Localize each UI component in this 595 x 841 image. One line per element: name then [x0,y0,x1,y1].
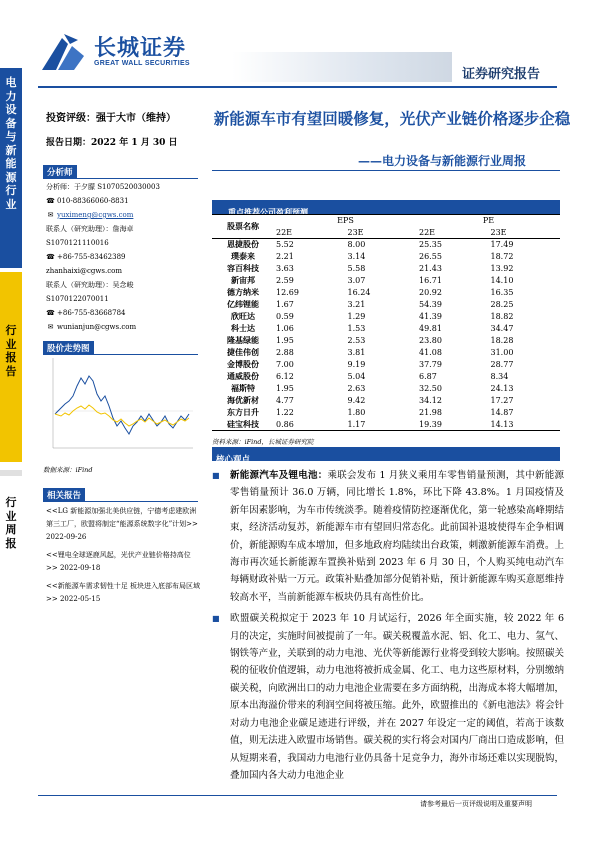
header-decoration [232,52,452,82]
value-cell: 1.06 [276,324,294,333]
price-trend-svg [43,356,200,456]
value-cell: 54.39 [419,300,442,309]
value-cell: 26.55 [419,252,442,261]
rating-label: 投资评级： [46,113,96,124]
value-cell: 37.79 [419,360,442,369]
email-link[interactable]: yuximeng@cgws.com [57,211,134,219]
stock-name-cell: 亿纬锂能 [227,299,259,309]
value-cell: 1.95 [276,384,294,393]
analyst-line [46,250,206,264]
periodic-strip-char: 行 [5,496,17,509]
analyst-text: wunianjun@cgws.com [57,323,137,331]
analyst-line [46,236,206,250]
footer-note: 请参考最后一页评级说明及重要声明 [420,800,532,808]
stock-name-cell: 恩捷股份 [227,239,259,250]
analyst-text: 分析师：于夕朦 S1070520030003 [46,183,160,191]
stock-name-cell: 硅宝科技 [212,419,274,431]
analyst-text: 联系人（研究助理）：詹海卓 [46,225,134,233]
value-cell: 20.92 [419,288,442,297]
doc-type-label: 证券研究报告 [462,67,541,82]
analyst-text: 联系人（研究助理）：吴念峻 [46,281,134,289]
value-cell: 5.58 [347,264,366,273]
value-cell: 2.63 [347,384,366,393]
report-subtitle: ——电力设备与新能源行业周报 [358,154,527,168]
analyst-divider [43,178,198,179]
phone-icon: ☎ [46,309,55,317]
value-cell: 1.29 [347,312,366,321]
value-cell: 21.43 [419,264,442,273]
analyst-info [46,180,206,334]
great-wall-logo-icon [38,30,88,74]
phone-icon: ☎ [46,253,55,261]
stock-name-cell: 容百科技 [227,263,259,273]
col-year: 23E [489,227,561,239]
table-row [212,371,560,383]
industry-strip [0,68,22,268]
value-cell: 2.88 [276,348,294,357]
industry-strip-char: 设 [5,103,17,116]
table-row [212,359,560,371]
analyst-line [46,292,206,306]
stock-name-cell: 欣旺达 [231,311,255,321]
trend-divider [43,354,198,355]
value-cell: 24.13 [490,384,514,393]
mail-icon: ✉ [47,323,54,331]
value-cell: 23.80 [419,336,442,345]
value-cell: 14.13 [489,419,561,431]
value-cell: 14.10 [490,276,514,285]
col-year: 22E [274,227,346,239]
analyst-text: +86-755-83462389 [57,253,126,261]
industry-strip-char: 业 [5,197,17,211]
col-year: 23E [346,227,418,239]
analyst-line [46,222,206,236]
price-trend-chart [43,356,200,456]
paragraph-lead: 新能源汽车及锂电池： [230,470,328,481]
table-row [212,275,560,287]
report-kind-strip-char: 告 [5,364,17,378]
value-cell: 0.59 [276,312,294,321]
stock-name-cell: 德方纳米 [227,287,259,297]
analyst-heading: 分析师 [43,165,77,179]
logo-en-text: GREAT WALL SECURITIES [94,60,190,67]
industry-strip-char: 源 [5,170,17,184]
related-report-link[interactable]: <<LG 新能源加强北美供应链，宁德考虑建欧洲第三工厂，欧盟将制定“能源系统数字化”计划>> 2022-09-26 [46,507,198,541]
col-year: 22E [417,227,489,239]
analyst-line [46,306,206,320]
table-row [212,419,560,431]
paragraph-text [230,467,564,606]
related-heading: 相关报告 [43,488,85,502]
value-cell: 49.81 [419,324,442,333]
value-cell: 14.87 [490,408,514,417]
value-cell: 5.52 [276,240,294,250]
stock-name-cell: 隆基绿能 [227,335,259,345]
analyst-line [46,180,206,194]
table-row [212,251,560,263]
stock-name-cell: 通威股份 [227,371,259,381]
industry-strip-char: 电 [5,76,17,89]
value-cell: 1.80 [347,408,366,417]
periodic-strip-char: 业 [5,509,17,523]
report-kind-strip [0,272,22,462]
value-cell: 34.47 [490,324,514,333]
value-cell: 7.00 [276,360,294,369]
analyst-line [46,264,206,278]
stock-name-cell: 福斯特 [231,383,255,393]
value-cell: 19.39 [417,419,489,431]
company-logo [38,30,208,85]
value-cell: 18.82 [490,312,514,321]
value-cell: 25.35 [419,240,442,250]
rating-value: 强于大市（维持） [96,113,176,124]
col-group-pe: PE [417,215,560,227]
stock-name-cell: 科士达 [231,323,255,333]
value-cell: 6.87 [419,372,437,381]
value-cell: 4.77 [276,396,294,405]
value-cell: 3.07 [347,276,366,285]
stock-name-cell: 金博股份 [227,359,259,369]
related-report-link[interactable]: <<新能源车需求韧性十足 板块进入底部布局区域>> 2022-05-15 [46,582,200,603]
footer-divider [38,795,557,796]
value-cell: 3.14 [347,252,366,261]
periodic-strip-char: 周 [5,523,17,536]
value-cell: 2.21 [276,252,294,261]
report-kind-strip-char: 行 [5,324,17,337]
value-cell: 18.28 [490,336,514,345]
table-row [212,335,560,347]
value-cell: 17.27 [490,396,514,405]
industry-strip-char: 新 [5,143,17,157]
value-cell: 41.39 [419,312,442,321]
table-row [212,263,560,275]
rating-line [46,109,176,124]
value-cell: 2.59 [276,276,294,285]
value-cell: 28.77 [490,360,514,369]
related-report-link[interactable]: <<锂电全球逐鹿风起，光伏产业链价格持高位>> 2022-09-18 [46,551,191,572]
value-cell: 16.71 [419,276,442,285]
analyst-line [46,320,206,334]
core-heading [212,447,560,465]
value-cell: 9.19 [347,360,366,369]
value-cell: 3.63 [276,264,294,273]
value-cell: 21.98 [419,408,442,417]
related-list [46,505,201,611]
industry-strip-char: 与 [5,130,17,143]
paragraph-body: 欧盟碳关税拟定于 2023 年 10 月试运行，2026 年全面实施，较 2022 年 6 月的决定，实施时间被提前了一年。碳关税覆盖水泥、铝、化工、电力、氢气、钢铁等产业，关联到的动力电池、光伏等新能源行业将受到较大影响。按照碳关税的征收价值逻辑，动力电池将被折成金属、化工、电力这些原材料，分别缴纳碳关税，向欧洲出口的动力电池企业需要在多方面纳税，出海成本将大幅增加，原本出海溢价带来的利润空间将被压缩。此外，欧盟推出的《新电池法》将会针对动力电池企业碳足迹进行评级，并在 2027 年设定一定的阈值，若高于该数值，则无法进入欧盟市场销售。碳关税的实行将会对国内厂商出口造成影响，但从短期来看，我国动力电池行业仍具备十足竞争力，海外市场还难以实现脱钩，叠加国内各大动力电池企业 [230,613,564,781]
core-paragraph [212,467,564,606]
value-cell: 16.24 [347,288,371,297]
analyst-line [46,278,206,292]
industry-strip-char: 备 [5,116,17,130]
stock-name-cell: 璞泰来 [231,251,255,261]
value-cell: 1.17 [346,419,418,431]
stock-name-cell: 海优新材 [227,395,259,405]
value-cell: 5.04 [347,372,366,381]
value-cell: 13.92 [490,264,514,273]
value-cell: 12.69 [276,288,299,297]
forecast-source: 资料来源：iFind，长城证券研究院 [212,438,314,446]
date-value: 2022 年 1 月 30 日 [91,138,178,148]
core-paragraph [212,610,564,784]
bullet-icon: ■ [212,614,220,624]
table-row [212,287,560,299]
title-divider [212,170,560,171]
forecast-heading [212,200,560,217]
table-row [212,323,560,335]
table-row [212,347,560,359]
value-cell: 1.22 [276,408,294,417]
value-cell: 28.25 [490,300,514,309]
stock-name-cell: 新宙邦 [231,275,255,285]
report-kind-strip-char: 业 [5,337,17,351]
header-divider [38,86,557,88]
value-cell: 6.12 [276,372,294,381]
industry-strip-char: 力 [5,89,17,103]
table-row [212,395,560,407]
analyst-text: 010-88366060-8831 [57,197,129,205]
value-cell: 1.67 [276,300,294,309]
value-cell: 1.53 [347,324,366,333]
phone-icon: ☎ [46,197,55,205]
forecast-table [212,214,560,431]
table-row [212,407,560,419]
analyst-line [46,208,206,222]
paragraph-body: 乘联会发布 1 月狭义乘用车零售销量预测，其中新能源零售销量预计 36.0 万辆，同比增长 1.8%，环比下降 43.8%。1 月国疫情及新年因素影响，为车市传统淡季。随着疫情防控逐渐优化，第一轮感染高峰期结束，经济活动复苏，新能源车市有望回归常态化。此前国补退坡使得车企争相调价，新能源购车成本增加，但多地政府均陆续出台政策，刺激新能源车消费。上海市再次延长新能源车置换补贴到 2023 年 6 月 30 日，个人购买纯电动汽车每辆财政补贴一万元。政策补贴叠加部分促销补贴，预计新能源车购买意愿维持较高水平，当前新能源车板块仍具有高性价比。 [230,470,564,603]
logo-cn-text: 长城证券 [94,35,187,61]
periodic-strip [0,470,22,610]
value-cell: 8.00 [347,240,366,250]
analyst-text: S1070122070011 [46,295,109,303]
col-stock-name: 股票名称 [212,215,274,239]
analyst-line [46,194,206,208]
trend-heading: 股价走势图 [43,341,94,355]
table-row [212,239,560,251]
table-row [212,383,560,395]
date-label: 报告日期： [46,138,92,148]
value-cell: 2.53 [347,336,366,345]
core-heading-text: 核心观点 [216,455,251,465]
table-row [212,311,560,323]
analyst-text: zhanhaixi@cgws.com [46,267,122,275]
related-divider [43,501,198,502]
trend-source: 数据来源：iFind [43,466,93,474]
analyst-text: S1070121110016 [46,239,109,247]
paragraph-text [230,610,564,784]
table-row [212,299,560,311]
industry-strip-char: 能 [5,157,17,170]
value-cell: 0.86 [274,419,346,431]
value-cell: 3.81 [347,348,366,357]
value-cell: 17.49 [490,240,514,250]
industry-strip-char: 行 [5,184,17,197]
value-cell: 9.42 [347,396,366,405]
date-line [46,135,178,148]
bullet-icon: ■ [212,471,220,480]
report-kind-strip-char: 报 [5,351,17,364]
value-cell: 34.12 [419,396,442,405]
forecast-heading-text: 重点推荐公司盈利预测 [228,207,308,217]
report-title: 新能源车市有望回暖修复，光伏产业链价格逐步企稳 [213,109,571,128]
value-cell: 31.00 [490,348,514,357]
industry-index-line [55,376,189,434]
value-cell: 32.50 [419,384,442,393]
analyst-text: +86-755-83668784 [57,309,126,317]
value-cell: 8.34 [490,372,509,381]
core-body [212,467,564,788]
value-cell: 3.21 [347,300,366,309]
periodic-strip-char: 报 [5,536,17,550]
value-cell: 16.35 [490,288,514,297]
value-cell: 18.72 [490,252,514,261]
stock-name-cell: 捷佳伟创 [227,347,259,357]
value-cell: 1.95 [276,336,294,345]
value-cell: 41.08 [419,348,442,357]
col-group-eps: EPS [274,215,417,227]
mail-icon: ✉ [47,211,54,219]
stock-name-cell: 东方日升 [227,407,259,417]
